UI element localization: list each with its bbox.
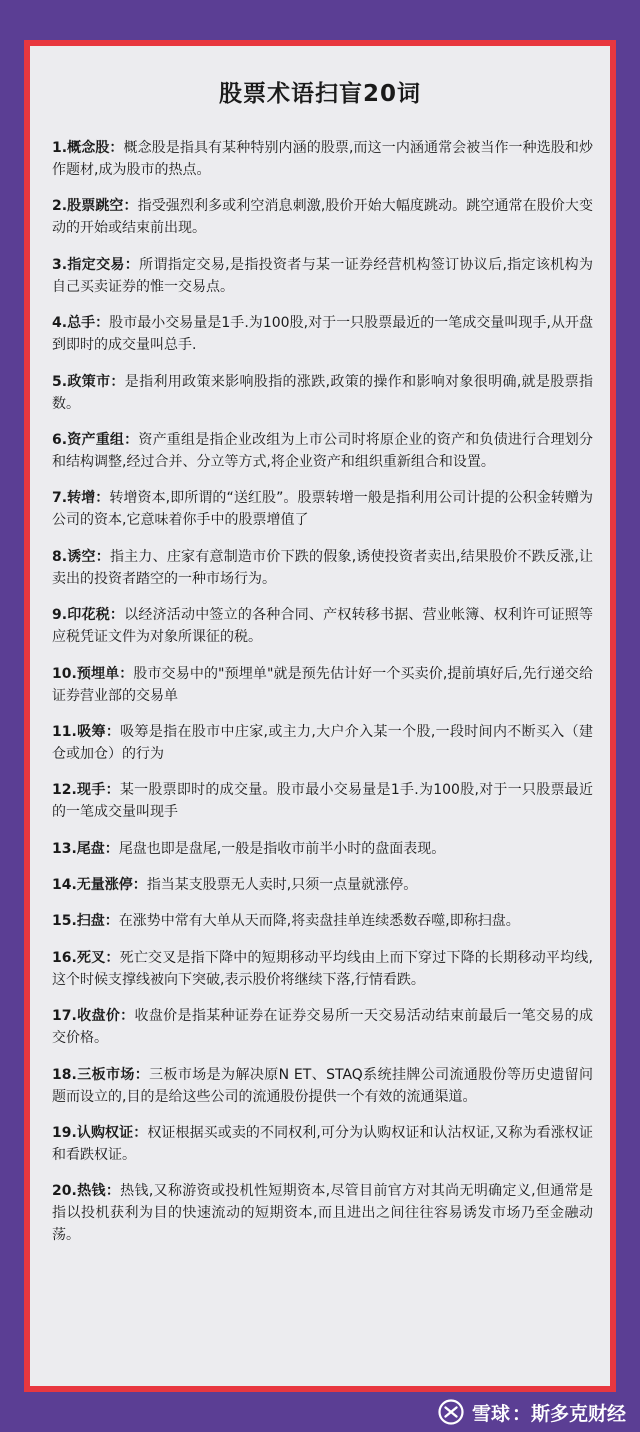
term-item — [52, 1180, 593, 1246]
term-item — [52, 947, 593, 991]
term-definition: 指当某支股票无人卖时,只须一点量就涨停。 — [146, 877, 418, 894]
term-definition: 在涨势中常有大单从天而降,将卖盘挂单连续悉数吞噬,即称扫盘。 — [118, 913, 520, 930]
term-definition: 指主力、庄家有意制造市价下跌的假象,诱使投资者卖出,结果股价不跌反涨,让卖出的投资者踏空的一种市场行为。 — [52, 548, 594, 587]
term-definition: 概念股是指具有某种特别内涵的股票,而这一内涵通常会被当作一种选股和炒作题材,成为股市的热点。 — [52, 140, 594, 178]
term-name: 13.尾盘： — [52, 840, 119, 857]
term-item — [52, 1064, 593, 1108]
term-definition: 权证根据买或卖的不同权利,可分为认购权证和认沽权证,又称为看涨权证和看跌权证。 — [52, 1125, 593, 1164]
term-item — [52, 910, 593, 932]
term-definition: 热钱,又称游资或投机性短期资本,尽管目前官方对其尚无明确定义,但通常是指以投机获利为目的快速流动的短期资本,而且进出之间往往容易诱发市场乃至金融动荡。 — [52, 1183, 593, 1244]
term-item — [52, 312, 593, 356]
term-definition: 资产重组是指企业改组为上市公司时将原企业的资产和负债进行合理划分和结构调整,经过合并、分立等方式,将企业资产和组织重新组合和设置。 — [52, 431, 594, 470]
term-name: 7.转增： — [52, 490, 110, 507]
term-name: 6.资产重组： — [52, 431, 139, 448]
watermark — [438, 1396, 626, 1428]
term-definition: 股市最小交易量是1手.为100股,对于一只股票最近的一笔成交量叫现手,从开盘到即时的成交量叫总手. — [52, 315, 594, 354]
term-item — [52, 604, 593, 648]
term-name: 1.概念股： — [52, 140, 124, 156]
term-name: 11.吸筹： — [52, 723, 121, 740]
term-definition: 以经济活动中签立的各种合同、产权转移书据、营业帐簿、权利许可证照等应税凭证文件为对象所课征的税。 — [52, 607, 594, 646]
page-title: 股票术语扫盲20词 — [218, 81, 421, 107]
watermark-brand: 雪球 — [471, 1402, 510, 1425]
term-item — [52, 371, 593, 415]
term-name: 17.收盘价： — [52, 1008, 135, 1025]
term-name: 19.认购权证： — [52, 1125, 148, 1142]
term-item — [52, 1005, 593, 1049]
term-definition: 转增资本,即所谓的“送红股”。股票转增一般是指利用公司计提的公积金转赠为公司的资本,它意味着你手中的股票增值了 — [52, 490, 593, 529]
term-definition: 收盘价是指某种证券在证券交易所一天交易活动结束前最后一笔交易的成交价格。 — [52, 1008, 593, 1047]
snowball-logo-icon — [438, 1399, 464, 1425]
term-name: 18.三板市场： — [52, 1066, 150, 1083]
term-name: 16.死叉： — [52, 949, 120, 966]
term-name: 2.股票跳空： — [52, 198, 138, 215]
term-name: 5.政策市： — [52, 373, 125, 390]
term-definition: 某一股票即时的成交量。股市最小交易量是1手.为100股,对于一只股票最近的一笔成交量叫现手 — [52, 782, 593, 821]
term-definition: 死亡交叉是指下降中的短期移动平均线由上而下穿过下降的长期移动平均线,这个时候支撑线被向下突破,表示股价将继续下落,行情看跌。 — [52, 949, 593, 988]
term-name: 8.诱空： — [52, 548, 110, 565]
term-item — [52, 195, 593, 239]
term-definition: 吸筹是指在股市中庄家,或主力,大户介入某一个股,一段时间内不断买入（建仓或加仓）的行为 — [52, 723, 593, 762]
term-item — [52, 1122, 593, 1166]
term-item — [52, 721, 593, 765]
term-item — [52, 429, 593, 473]
term-item — [52, 874, 593, 896]
term-name: 3.指定交易： — [52, 256, 140, 273]
term-definition: 指受强烈利多或利空消息刺激,股价开始大幅度跳动。跳空通常在股价大变动的开始或结束前出现。 — [52, 198, 594, 237]
watermark-author: 斯多克财经 — [530, 1402, 626, 1425]
term-item — [52, 487, 593, 531]
term-item — [52, 779, 593, 823]
term-name: 9.印花税： — [52, 607, 125, 624]
term-item — [52, 838, 593, 860]
term-definition: 尾盘也即是盘尾,一般是指收市前半小时的盘面表现。 — [118, 840, 446, 857]
term-name: 15.扫盘： — [52, 913, 119, 930]
article-content — [39, 55, 601, 1377]
term-definition: 所谓指定交易,是指投资者与某一证券经营机构签订协议后,指定该机构为自己买卖证券的惟一交易点。 — [52, 256, 593, 295]
article-card — [24, 40, 616, 1392]
term-name: 12.现手： — [52, 782, 120, 799]
term-name: 4.总手： — [52, 315, 110, 332]
term-item — [52, 546, 593, 590]
term-name: 14.无量涨停： — [52, 877, 147, 894]
term-list — [52, 137, 593, 1261]
term-name: 20.热钱： — [52, 1183, 121, 1200]
term-item — [52, 663, 593, 707]
term-definition: 三板市场是为解决原N ET、STAQ系统挂牌公司流通股份等历史遗留问题而设立的,目的是给这些公司的流通股份提供一个有效的流通渠道。 — [52, 1066, 593, 1105]
term-name: 10.预埋单： — [52, 665, 134, 682]
term-definition: 是指利用政策来影响股指的涨跌,政策的操作和影响对象很明确,就是股票指数。 — [52, 373, 593, 412]
term-definition: 股市交易中的"预埋单"就是预先估计好一个买卖价,提前填好后,先行递交给证券营业部的交易单 — [52, 665, 593, 704]
watermark-separator: ： — [511, 1402, 531, 1425]
term-item — [52, 254, 593, 298]
term-item — [52, 137, 593, 181]
